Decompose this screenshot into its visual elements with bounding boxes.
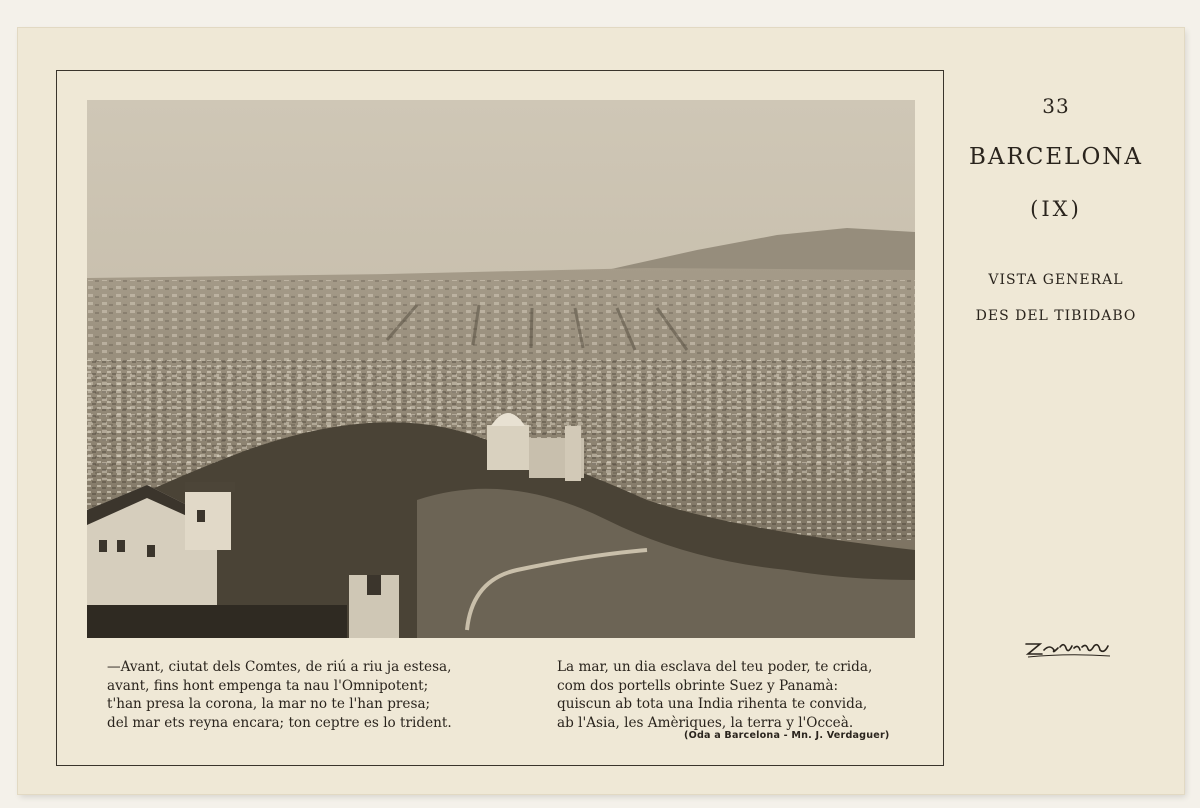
card-number: 33 — [1042, 94, 1070, 118]
panorama-photo — [87, 100, 915, 638]
publisher-logo-signature — [1022, 638, 1114, 660]
verse-right — [557, 658, 872, 732]
verse-line: —Avant, ciutat dels Comtes, de riú a riu ja estesa, — [107, 659, 452, 675]
verse-line: com dos portells obrinte Suez y Panamà: — [557, 677, 839, 694]
poem-credit: (Oda a Barcelona - Mn. J. Verdaguer) — [684, 730, 890, 741]
verse-line: quiscun ab tota una India rihenta te convida, — [557, 696, 868, 712]
verse-line: ab l'Asia, les Amèriques, la terra y l'Occeà. — [557, 714, 854, 731]
postcard — [18, 28, 1184, 794]
verse-line: del mar ets reyna encara; ton ceptre es lo trident. — [107, 714, 452, 731]
series-part: (IX) — [1030, 197, 1082, 221]
city-title: BARCELONA — [968, 144, 1144, 170]
verse-left — [107, 658, 452, 732]
subtitle-line-2: DES DEL TIBIDABO — [975, 308, 1137, 324]
subtitle-line-1: VISTA GENERAL — [988, 272, 1124, 288]
verse-line: La mar, un dia esclava del teu poder, te crida, — [557, 659, 873, 675]
verse-line: t'han presa la corona, la mar no te l'han presa; — [107, 696, 431, 712]
verse-line: avant, fins hont empenga ta nau l'Omnipotent; — [107, 677, 429, 694]
